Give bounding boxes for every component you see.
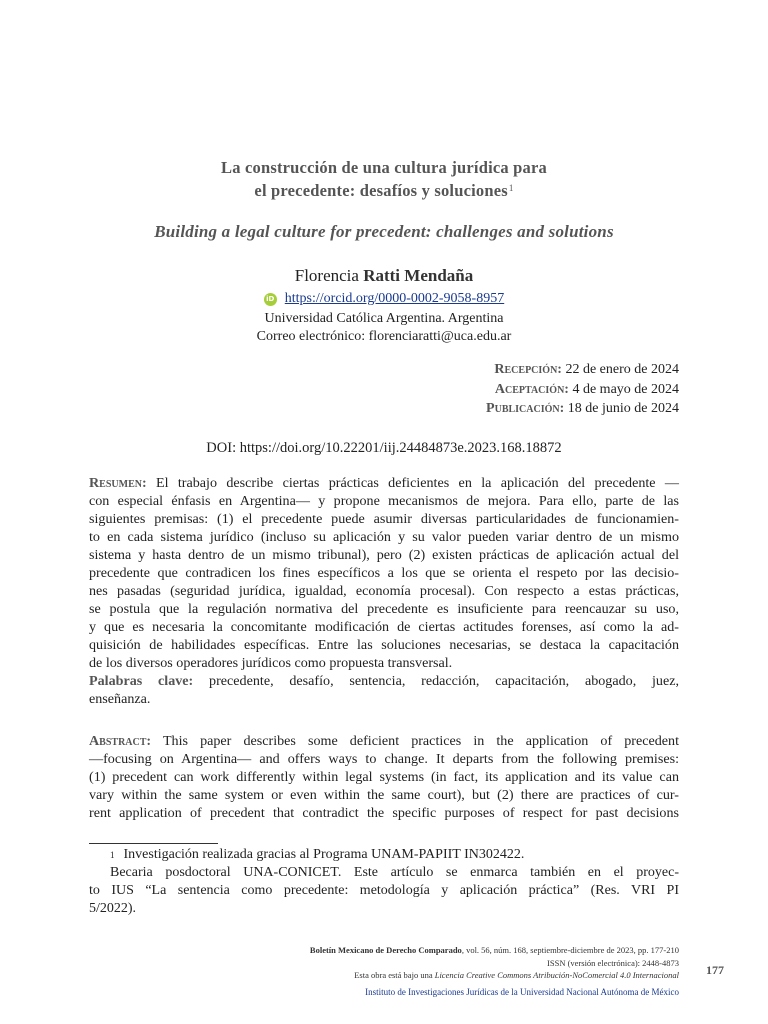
abstract-line: rent application of precedent that contradict the specific purposes of respect for past decisions bbox=[89, 805, 679, 821]
abstract-line: vary within the same system or even within the same court), but (2) there are practices of cur- bbox=[89, 787, 679, 803]
footnote-line: 5/2022). bbox=[89, 901, 137, 916]
publication-label: Publicación: bbox=[486, 401, 565, 416]
journal-name: Boletín Mexicano de Derecho Comparado bbox=[309, 945, 462, 955]
license-line: Esta obra está bajo una Licencia Creative Commons Atribución-NoComercial 4.0 Internacional bbox=[354, 970, 679, 980]
affiliation: Universidad Católica Argentina. Argentina bbox=[264, 311, 504, 326]
resumen-line: nes pasadas (seguridad jurídica, igualdad, economía procesal). Con respecto a estas prácticas, bbox=[89, 583, 679, 599]
abstract-line: —focusing on Argentina— and offers ways to change. It departs from the following premises: bbox=[89, 751, 679, 767]
footnote-rule bbox=[89, 843, 218, 844]
orcid-link[interactable]: https://orcid.org/0000-0002-9058-8957 bbox=[284, 291, 505, 306]
acceptance-value: 4 de mayo de 2024 bbox=[572, 381, 679, 397]
resumen-line: con especial énfasis en Argentina— y propone mecanismos de mejora. Para ello, parte de las bbox=[89, 493, 679, 509]
resumen-paragraph bbox=[89, 474, 679, 708]
reception-value: 22 de enero de 2024 bbox=[565, 362, 679, 377]
title-line-1: La construcción de una cultura jurídica para bbox=[221, 158, 547, 177]
page-number: 177 bbox=[706, 963, 724, 977]
publication-value: 18 de junio de 2024 bbox=[567, 401, 679, 416]
resumen-label: Resumen: bbox=[89, 475, 147, 491]
email: Correo electrónico: florenciaratti@uca.edu.ar bbox=[256, 329, 512, 344]
author-last-name: Ratti Mendaña bbox=[363, 266, 474, 285]
publication-date bbox=[279, 399, 679, 419]
title-footnote-mark[interactable]: 1 bbox=[508, 183, 514, 193]
title-line-2: el precedente: desafíos y soluciones bbox=[254, 181, 508, 200]
resumen-line: sistema y hasta dentro de un mismo tribunal), pero (2) existen prácticas de aplicación actual del bbox=[89, 547, 679, 563]
reception-date bbox=[279, 360, 679, 380]
article-title-en: Building a legal culture for precedent: challenges and solutions bbox=[154, 222, 614, 241]
resumen-line: y que es necesaria la concomitante modificación de ciertas actitudes forenses, así como la ad- bbox=[89, 619, 679, 635]
keywords-line: enseñanza. bbox=[89, 691, 151, 707]
keywords-label: Palabras clave: bbox=[89, 673, 194, 689]
footnote-1: $^1$ Investigación realizada gracias al Programa UNAM-PAPIIT IN302422. bbox=[110, 847, 525, 862]
resumen-line: to en cada sistema jurídico (incluso su aplicación y su valor pueden variar dentro de un mismo bbox=[89, 529, 679, 545]
dates-block bbox=[279, 360, 679, 419]
license-link[interactable]: Licencia Creative Commons Atribución-NoComercial 4.0 Internacional bbox=[434, 970, 679, 980]
footnote-line: to IUS “La sentencia como precedente: metodología y aplicación práctica” (Res. VRI PI bbox=[89, 883, 679, 898]
abstract-line: (1) precedent can work differently within legal systems (in fact, its application and its value can bbox=[89, 769, 679, 785]
acceptance-date bbox=[279, 380, 679, 400]
journal-citation: Boletín Mexicano de Derecho Comparado, vol. 56, núm. 168, septiembre-diciembre de 2023, pp. 177-210 bbox=[309, 945, 679, 955]
reception-label: Recepción: bbox=[494, 362, 562, 377]
footnote-line: Becaria posdoctoral UNA-CONICET. Este artículo se enmarca también en el proyec- bbox=[110, 865, 679, 880]
abstract-paragraph bbox=[89, 732, 679, 822]
resumen-line: siguientes premisas: (1) el precedente puede asumir diversas particularidades de funcionamien- bbox=[89, 511, 679, 527]
page-footer bbox=[119, 944, 679, 998]
orcid-row bbox=[0, 291, 768, 307]
author-first-name: Florencia bbox=[294, 266, 359, 285]
resumen-line: Resumen: El trabajo describe ciertas prácticas deficientes en la aplicación del precedente — bbox=[89, 475, 679, 491]
orcid-icon: iD bbox=[264, 293, 277, 306]
abstract-line: Abstract: This paper describes some deficient practices in the application of precedent bbox=[89, 733, 679, 749]
institute-link[interactable]: Instituto de Investigaciones Jurídicas de la Universidad Nacional Autónoma de México bbox=[365, 986, 679, 997]
abstract-label: Abstract: bbox=[89, 733, 152, 749]
footnotes bbox=[89, 846, 679, 918]
resumen-line: precedente que contradicen los fines específicos a los que se orienta el respeto por las decisio- bbox=[89, 565, 679, 581]
resumen-line: de los diversos operadores jurídicos como propuesta transversal. bbox=[89, 655, 453, 671]
doi[interactable]: DOI: https://doi.org/10.22201/iij.24484873e.2023.168.18872 bbox=[206, 440, 562, 456]
acceptance-label: Aceptación: bbox=[494, 381, 569, 397]
keywords-line: Palabras clave: precedente, desafío, sentencia, redacción, capacitación, abogado, juez, bbox=[89, 673, 680, 689]
issn: ISSN (versión electrónica): 2448-4873 bbox=[547, 957, 679, 968]
resumen-line: quisición de habilidades específicas. Entre las soluciones necesarias, se destaca la capacitación bbox=[89, 637, 679, 653]
author-name bbox=[0, 266, 768, 286]
footnote-1-mark: 1 bbox=[110, 850, 115, 860]
article-title-es bbox=[0, 156, 768, 202]
resumen-line: se postula que la regulación normativa del precedente es insuficiente para reencauzar su uso, bbox=[89, 601, 679, 617]
